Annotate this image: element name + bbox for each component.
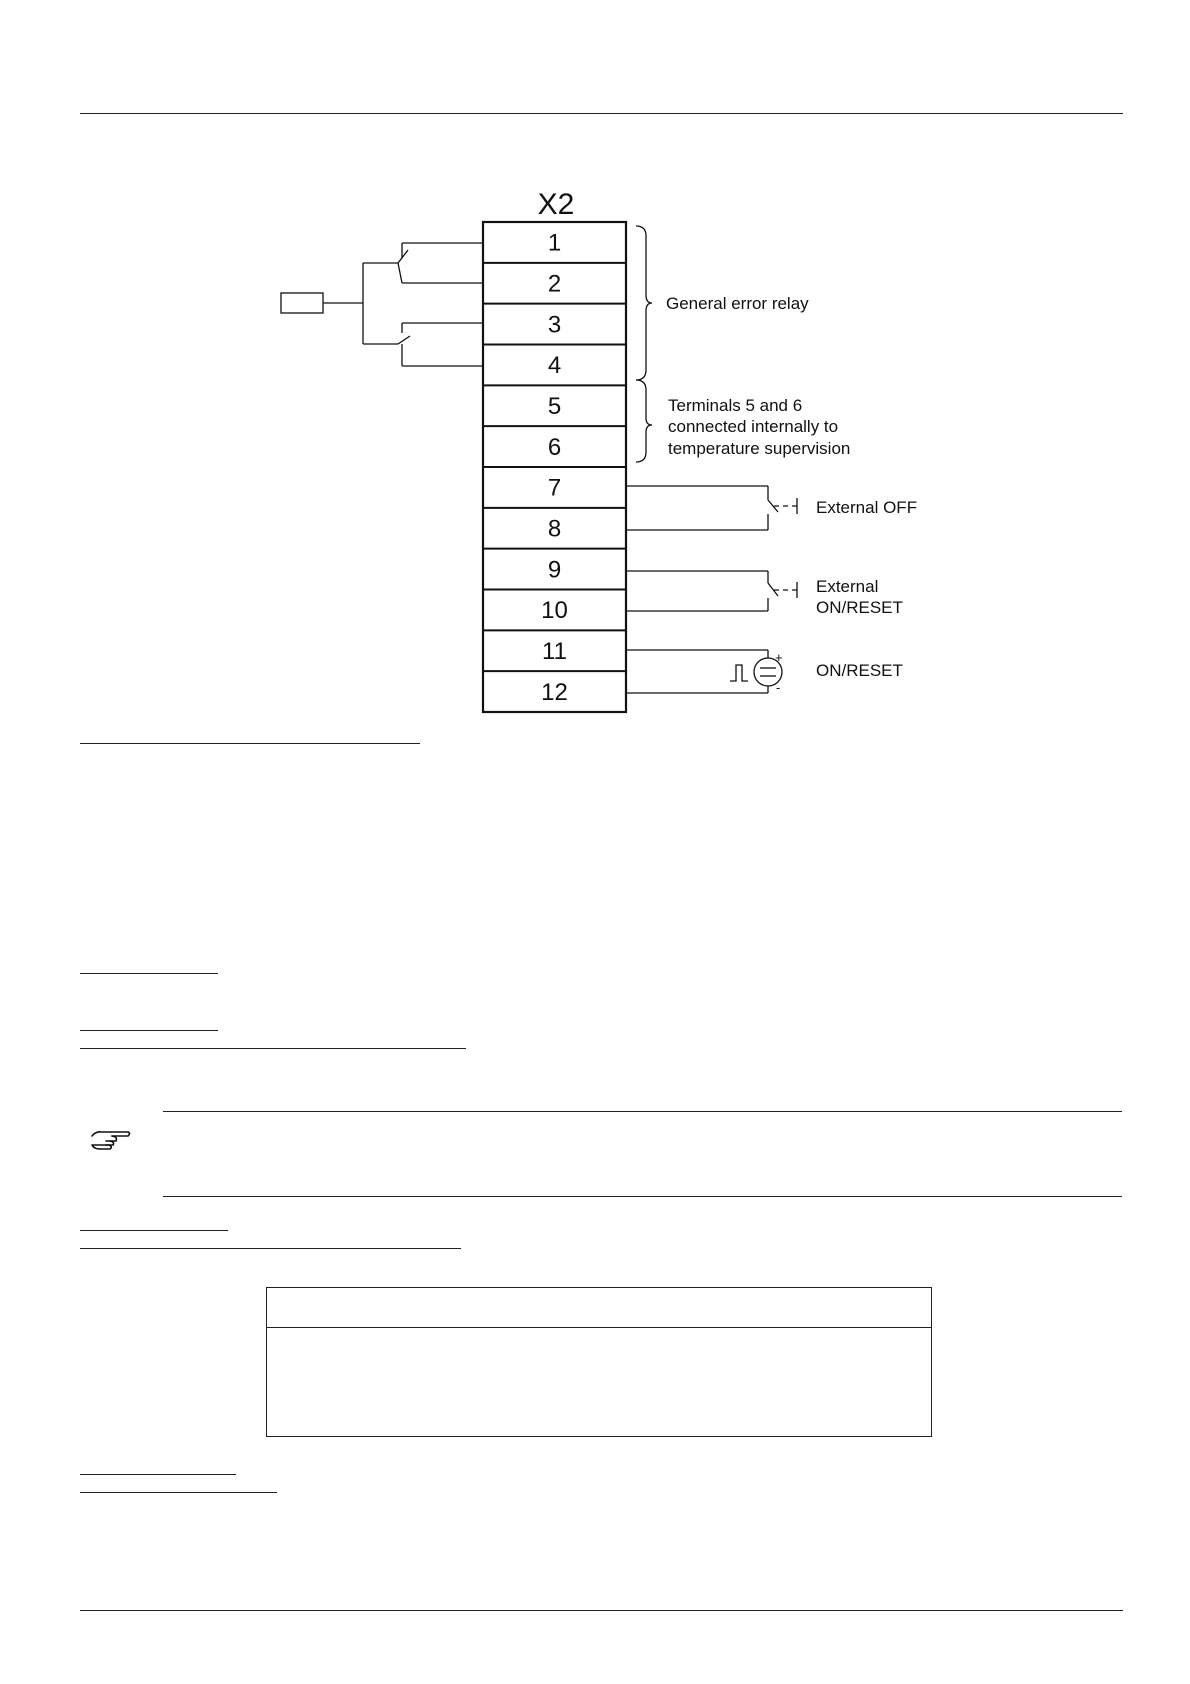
temp-supervision-line-2: connected internally to (668, 417, 839, 436)
rule-5 (80, 1230, 228, 1231)
terminal-7-label: 7 (547, 474, 562, 502)
terminal-10-label: 10 (541, 597, 568, 625)
connector-label: X2 (537, 188, 575, 221)
terminal-1-label: 1 (547, 229, 562, 257)
terminal-11-label: 11 (542, 637, 567, 665)
rule-6 (80, 1248, 461, 1249)
terminal-4-label: 4 (547, 352, 562, 380)
terminal-rows (483, 230, 626, 706)
external-on-reset-label-2: ON/RESET (816, 598, 903, 617)
terminal-9-label: 9 (547, 556, 562, 584)
terminal-5-label: 5 (547, 392, 562, 420)
external-off-label: External OFF (816, 498, 918, 517)
terminal-12-label: 12 (541, 678, 568, 706)
rule-7 (80, 1474, 236, 1475)
general-error-relay-label: General error relay (666, 294, 809, 313)
error-relay-wiring (281, 243, 483, 366)
terminal-3-label: 3 (547, 311, 562, 339)
brace-error-relay (636, 226, 652, 380)
note-rule-bottom (163, 1196, 1122, 1197)
on-reset-label: ON/RESET (816, 661, 903, 680)
rule-3 (80, 1030, 218, 1031)
terminal-8-label: 8 (547, 515, 562, 543)
temp-supervision-line-1: Terminals 5 and 6 (668, 396, 803, 415)
minus-sign: - (776, 680, 781, 695)
note-rule-top (163, 1111, 1122, 1112)
empty-table (266, 1287, 932, 1437)
external-on-reset-label-1: External (816, 577, 879, 596)
rule-4 (80, 1048, 466, 1049)
plus-sign: + (775, 650, 783, 665)
external-on-reset-switch (626, 571, 797, 611)
terminal-6-label: 6 (547, 433, 562, 461)
temp-supervision-line-3: temperature supervision (668, 439, 851, 458)
pulse-source (626, 650, 782, 693)
footer-rule (80, 1610, 1123, 1611)
relay-coil (281, 293, 323, 313)
rule-2 (80, 973, 218, 974)
rule-8 (80, 1492, 277, 1493)
pointing-hand-icon (88, 1126, 134, 1154)
brace-temp-supervision (636, 380, 652, 462)
terminal-2-label: 2 (547, 270, 562, 298)
rule-1 (80, 743, 420, 744)
external-off-switch (626, 486, 797, 530)
x2-terminal-diagram (0, 0, 1190, 740)
empty-table-header (267, 1288, 931, 1328)
